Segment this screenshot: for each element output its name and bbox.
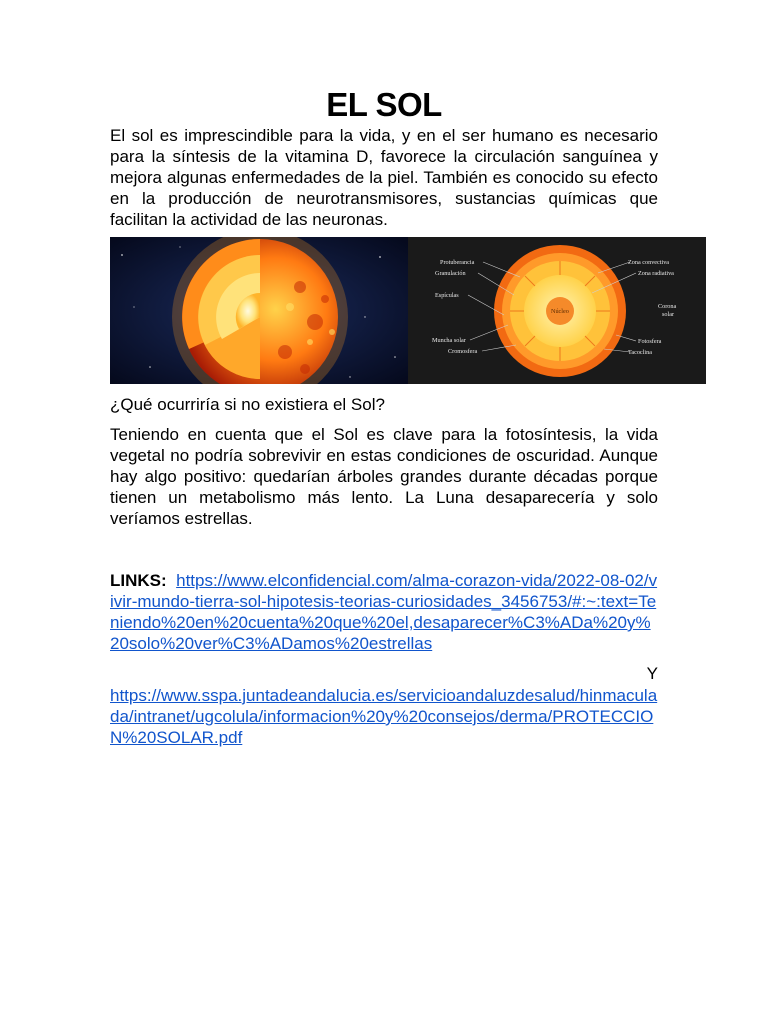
answer-paragraph: Teniendo en cuenta que el Sol es clave para la fotosíntesis, la vida vegetal no podría sobrevivir en estas condiciones de oscuridad. Aunque hay algo positivo: quedarían árboles grandes durante décadas porque tienen un metabolismo más lento. La Luna desaparecería y solo veríamos estrellas. bbox=[110, 425, 658, 528]
links-label: LINKS: bbox=[110, 571, 167, 590]
conjunction-text: Y bbox=[646, 664, 658, 683]
label-fotosfera: Fotosfera bbox=[638, 338, 662, 345]
sun-cutaway-image bbox=[110, 237, 408, 384]
label-mancha-solar: Muncha solar bbox=[432, 337, 466, 344]
label-zona-radiativa: Zona radiativa bbox=[638, 270, 674, 277]
label-protuberancia: Protuberancia bbox=[440, 259, 475, 266]
link-sspa-container bbox=[110, 685, 658, 748]
intro-paragraph: El sol es imprescindible para la vida, y en el ser humano es necesario para la síntesis de la vitamina D, favorece la circulación sanguínea y mejora algunas enfermedades de la piel. También es conocido su efecto en la producción de neurotransmisores, sustancias químicas que facilitan la actividad de las neuronas. bbox=[110, 126, 658, 229]
page-title: EL SOL bbox=[326, 86, 442, 123]
image-row bbox=[110, 237, 706, 384]
label-nucleo: Núcleo bbox=[551, 308, 569, 315]
label-granulacion: Granulación bbox=[435, 270, 466, 277]
links-section bbox=[110, 570, 658, 654]
link-elconfidencial[interactable]: https://www.elconfidencial.com/alma-corazon-vida/2022-08-02/vivir-mundo-tierra-sol-hipotesis-teorias-curiosidades_3456753/#:~:text=Teniendo%20en%20cuenta%20que%20el,desaparecer%C3%ADa%20y%20solo%20ver%C3%ADamos%20estrellas bbox=[110, 571, 658, 653]
sun-structure-diagram bbox=[408, 237, 706, 384]
label-corona: Corona bbox=[658, 303, 677, 310]
label-corona-solar: solar bbox=[662, 311, 675, 318]
label-espiculas: Espículas bbox=[435, 292, 459, 299]
link-sspa-proteccion-solar[interactable]: https://www.sspa.juntadeandalucia.es/servicioandaluzdesalud/hinmaculada/intranet/ugcolula/informacion%20y%20consejos/derma/PROTECCION%20SOLAR.pdf bbox=[110, 686, 658, 747]
label-tacoclina: Tacoclina bbox=[628, 349, 652, 356]
label-zona-convectiva: Zona convectiva bbox=[628, 259, 670, 266]
question-heading: ¿Qué ocurriría si no existiera el Sol? bbox=[110, 395, 385, 414]
label-cromosfera: Cromosfera bbox=[448, 348, 478, 355]
